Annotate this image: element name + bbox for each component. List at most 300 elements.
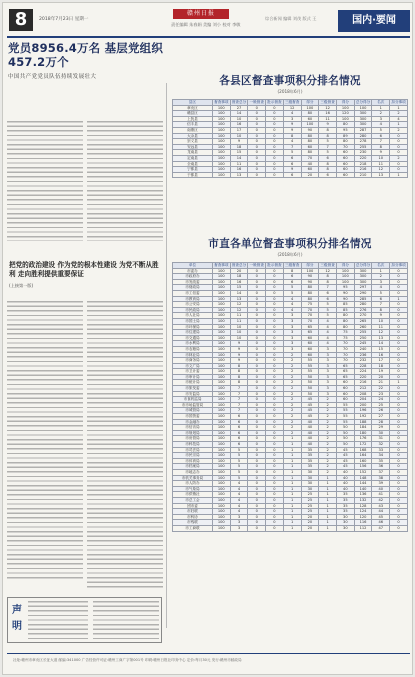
table-cell: 0	[248, 313, 266, 319]
table-cell: 100	[212, 116, 230, 122]
table-cell: 276	[354, 307, 372, 313]
table-cell: 38	[372, 475, 390, 481]
table-cell: 0	[390, 358, 408, 364]
table-cell: 2	[390, 111, 408, 117]
table-cell: 安远县	[173, 144, 213, 150]
table-cell: 9	[230, 341, 248, 347]
county-col-header: 得分	[336, 100, 354, 106]
table-cell: 100	[212, 150, 230, 156]
city-table-subtitle: (2018年6月)	[277, 252, 303, 257]
table-cell: 12	[372, 330, 390, 336]
city-col-header: 督查事项	[214, 263, 229, 267]
table-cell: 280	[354, 133, 372, 139]
table-cell: 65	[301, 324, 319, 330]
table-cell: 0	[266, 386, 284, 392]
table-cell: 宁都县	[173, 167, 213, 173]
table-cell: 95	[336, 127, 354, 133]
table-cell: 0	[390, 520, 408, 526]
table-cell: 42	[372, 497, 390, 503]
table-cell: 0	[266, 161, 284, 167]
table-cell: 80	[301, 290, 319, 296]
city-col-header: 三级督查	[320, 263, 335, 267]
table-cell: 60	[336, 155, 354, 161]
table-cell: 0	[390, 307, 408, 313]
lead-body-col-2	[87, 121, 163, 241]
table-cell: 0	[248, 318, 266, 324]
table-cell: 0	[248, 352, 266, 358]
table-cell: 65	[336, 369, 354, 375]
table-cell: 128	[354, 503, 372, 509]
table-cell: 大余县	[173, 133, 213, 139]
table-cell: 12	[230, 302, 248, 308]
table-cell: 0	[390, 436, 408, 442]
table-cell: 0	[248, 139, 266, 145]
table-cell: 70	[336, 352, 354, 358]
table-cell: 100	[212, 414, 230, 420]
table-cell: 崇义县	[173, 139, 213, 145]
table-cell: 0	[390, 469, 408, 475]
county-col-header: 督查总分	[231, 100, 247, 104]
table-cell: 0	[390, 414, 408, 420]
table-cell: 32	[372, 442, 390, 448]
table-cell: 188	[354, 419, 372, 425]
table-cell: 100	[212, 509, 230, 515]
table-cell: 33	[372, 447, 390, 453]
table-cell: 70	[301, 307, 319, 313]
table-cell: 3	[319, 391, 337, 397]
county-col-header: 批示督查	[267, 100, 282, 104]
table-cell: 10	[230, 116, 248, 122]
table-cell: 4	[230, 481, 248, 487]
table-cell: 0	[266, 155, 284, 161]
table-cell: 3	[319, 358, 337, 364]
table-cell: 1	[283, 497, 301, 503]
county-col-header: 一般督查	[249, 100, 264, 104]
table-cell: 112	[354, 525, 372, 531]
table-cell: 100	[212, 447, 230, 453]
table-cell: 8	[230, 380, 248, 386]
column-divider	[166, 83, 167, 628]
table-cell: 100	[212, 486, 230, 492]
table-cell: 0	[390, 442, 408, 448]
table-cell: 0	[266, 296, 284, 302]
table-cell: 100	[212, 122, 230, 128]
table-cell: 8	[319, 167, 337, 173]
table-cell: 0	[390, 302, 408, 308]
table-cell: 0	[266, 469, 284, 475]
table-cell: 市水利局	[173, 341, 213, 347]
table-cell: 204	[354, 397, 372, 403]
table-cell: 100	[212, 514, 230, 520]
table-cell: 0	[266, 346, 284, 352]
table-cell: 30	[301, 469, 319, 475]
table-cell: 75	[301, 302, 319, 308]
table-cell: 市教育局	[173, 296, 213, 302]
table-cell: 41	[372, 492, 390, 498]
table-cell: 市城管局	[173, 408, 213, 414]
city-table-title: 市直各单位督查事项积分排名情况	[208, 238, 372, 250]
page-number: 8	[9, 9, 33, 31]
table-cell: 6	[230, 436, 248, 442]
table-cell: 0	[248, 127, 266, 133]
table-cell: 0	[266, 285, 284, 291]
table-cell: 0	[266, 486, 284, 492]
table-cell: 0	[390, 374, 408, 380]
table-cell: 100	[212, 492, 230, 498]
table-cell: 0	[248, 458, 266, 464]
table-cell: 1	[390, 380, 408, 386]
table-cell: 100	[336, 274, 354, 280]
table-cell: 0	[266, 520, 284, 526]
table-cell: 0	[266, 430, 284, 436]
table-cell: 0	[266, 116, 284, 122]
table-cell: 1	[319, 475, 337, 481]
table-cell: 7	[372, 139, 390, 145]
table-cell: 196	[354, 408, 372, 414]
table-cell: 6	[230, 419, 248, 425]
county-col-header: 督查事项	[214, 100, 229, 104]
table-cell: 95	[336, 285, 354, 291]
table-cell: 市旅发委	[173, 386, 213, 392]
table-cell: 60	[301, 352, 319, 358]
table-cell: 0	[248, 324, 266, 330]
table-cell: 9	[230, 346, 248, 352]
table-cell: 0	[248, 330, 266, 336]
table-cell: 40	[336, 469, 354, 475]
table-cell: 14	[230, 155, 248, 161]
table-cell: 0	[266, 509, 284, 515]
table-cell: 100	[336, 105, 354, 111]
table-cell: 4	[319, 324, 337, 330]
table-cell: 0	[248, 525, 266, 531]
table-cell: 18	[372, 363, 390, 369]
table-cell: 0	[266, 268, 284, 274]
table-cell: 0	[248, 380, 266, 386]
table-cell: 市国资委	[173, 414, 213, 420]
table-cell: 4	[319, 318, 337, 324]
table-cell: 0	[248, 402, 266, 408]
table-cell: 1	[283, 509, 301, 515]
table-cell: 2	[283, 369, 301, 375]
table-cell: 2	[319, 464, 337, 470]
table-cell: 152	[354, 469, 372, 475]
city-col-header: 批示督查	[267, 263, 282, 267]
city-col-header: 一般督查	[249, 263, 264, 267]
table-cell: 1	[319, 486, 337, 492]
table-cell: 0	[266, 497, 284, 503]
table-cell: 0	[266, 402, 284, 408]
table-cell: 0	[248, 442, 266, 448]
table-cell: 赣县区	[173, 111, 213, 117]
table-cell: 4	[319, 330, 337, 336]
table-cell: 65	[336, 363, 354, 369]
table-cell: 60	[301, 335, 319, 341]
table-cell: 10	[372, 318, 390, 324]
table-cell: 89	[336, 133, 354, 139]
table-cell: 100	[212, 525, 230, 531]
table-cell: 0	[266, 274, 284, 280]
table-cell: 0	[248, 447, 266, 453]
table-cell: 0	[248, 274, 266, 280]
table-cell: 164	[354, 453, 372, 459]
table-cell: 0	[266, 464, 284, 470]
table-cell: 13	[230, 172, 248, 178]
table-cell: 60	[336, 167, 354, 173]
table-cell: 218	[354, 161, 372, 167]
table-cell: 3	[372, 116, 390, 122]
table-cell: 40	[336, 475, 354, 481]
table-cell: 36	[372, 464, 390, 470]
table-cell: 市规划局	[173, 430, 213, 436]
lead-article-head	[8, 41, 168, 80]
footer-info: 社址:赣州市章贡区长征大道 邮编:341000 广告经营许可证:赣州工商广字第001号 印刷:赣州日报社印务中心 定价:每月30元 发行:赣州市邮政局	[13, 658, 242, 662]
table-cell: 0	[248, 363, 266, 369]
table-cell: 2	[319, 453, 337, 459]
table-cell: 0	[248, 374, 266, 380]
table-cell: 287	[354, 127, 372, 133]
table-cell: 3	[372, 279, 390, 285]
table-cell: 5	[230, 453, 248, 459]
table-cell: 2	[390, 127, 408, 133]
table-cell: 1	[319, 481, 337, 487]
table-cell: 60	[301, 144, 319, 150]
table-cell: 5	[283, 150, 301, 156]
table-cell: 100	[212, 139, 230, 145]
table-cell: 0	[248, 133, 266, 139]
table-cell: 4	[230, 497, 248, 503]
table-cell: 0	[390, 447, 408, 453]
table-cell: 60	[336, 161, 354, 167]
table-cell: 30	[336, 520, 354, 526]
table-cell: 0	[248, 341, 266, 347]
table-cell: 7	[230, 408, 248, 414]
table-cell: 2	[283, 374, 301, 380]
table-cell: 40	[301, 436, 319, 442]
table-cell: 12	[372, 167, 390, 173]
table-cell: 14	[372, 341, 390, 347]
table-cell: 100	[336, 268, 354, 274]
table-cell: 50	[301, 391, 319, 397]
table-cell: 75	[336, 330, 354, 336]
table-cell: 8	[283, 133, 301, 139]
table-cell: 0	[390, 464, 408, 470]
county-table-body	[173, 105, 408, 178]
table-cell: 0	[390, 430, 408, 436]
table-cell: 0	[248, 391, 266, 397]
county-table-subtitle: (2018年6月)	[277, 89, 303, 94]
table-cell: 市人社局	[173, 313, 213, 319]
table-cell: 12	[283, 105, 301, 111]
table-cell: 220	[354, 155, 372, 161]
table-cell: 4	[390, 116, 408, 122]
table-cell: 市工信委	[173, 290, 213, 296]
table-cell: 80	[336, 313, 354, 319]
table-cell: 50	[336, 436, 354, 442]
table-cell: 11	[319, 116, 337, 122]
table-cell: 0	[248, 268, 266, 274]
table-cell: 0	[390, 402, 408, 408]
table-cell: 0	[248, 481, 266, 487]
table-cell: 16	[230, 279, 248, 285]
table-cell: 0	[266, 172, 284, 178]
table-cell: 45	[336, 453, 354, 459]
table-cell: 0	[390, 341, 408, 347]
table-cell: 100	[212, 307, 230, 313]
table-cell: 0	[248, 358, 266, 364]
table-cell: 0	[248, 520, 266, 526]
table-cell: 0	[390, 139, 408, 145]
table-cell: 40	[336, 486, 354, 492]
table-cell: 4	[230, 486, 248, 492]
table-cell: 4	[319, 335, 337, 341]
table-cell: 0	[248, 425, 266, 431]
table-cell: 40	[301, 430, 319, 436]
table-cell: 1	[283, 514, 301, 520]
table-cell: 55	[336, 414, 354, 420]
table-cell: 100	[212, 335, 230, 341]
county-table-title: 各县区督查事项积分排名情况	[219, 75, 361, 87]
table-cell: 100	[212, 341, 230, 347]
table-cell: 100	[212, 290, 230, 296]
table-cell: 7	[230, 386, 248, 392]
table-cell: 0	[266, 313, 284, 319]
table-cell: 2	[372, 274, 390, 280]
table-cell: 70	[336, 346, 354, 352]
table-cell: 0	[266, 442, 284, 448]
table-cell: 20	[301, 172, 319, 178]
table-cell: 45	[336, 447, 354, 453]
table-cell: 0	[390, 386, 408, 392]
table-cell: 0	[266, 352, 284, 358]
table-cell: 1	[283, 492, 301, 498]
table-cell: 100	[212, 144, 230, 150]
table-cell: 3	[319, 369, 337, 375]
table-cell: 4	[283, 296, 301, 302]
table-cell: 45	[372, 514, 390, 520]
table-cell: 0	[248, 161, 266, 167]
table-cell: 市司法局	[173, 447, 213, 453]
table-cell: 100	[212, 425, 230, 431]
table-cell: 80	[336, 324, 354, 330]
table-cell: 100	[212, 296, 230, 302]
table-cell: 0	[266, 397, 284, 403]
table-cell: 0	[390, 425, 408, 431]
table-cell: 30	[336, 525, 354, 531]
table-cell: 4	[283, 302, 301, 308]
table-cell: 6	[319, 172, 337, 178]
table-cell: 市卫计委	[173, 369, 213, 375]
notice-box	[7, 597, 162, 643]
table-cell: 50	[301, 386, 319, 392]
table-cell: 0	[248, 386, 266, 392]
table-cell: 0	[390, 363, 408, 369]
table-cell: 297	[354, 285, 372, 291]
table-cell: 6	[230, 425, 248, 431]
table-cell: 0	[266, 514, 284, 520]
table-cell: 4	[283, 307, 301, 313]
table-cell: 80	[301, 139, 319, 145]
editor-credits: 责任编辑 朱春娟 美编 刘小 校对 李敏	[171, 22, 241, 27]
table-cell: 0	[266, 436, 284, 442]
table-cell: 25	[301, 503, 319, 509]
table-cell: 216	[354, 167, 372, 173]
table-cell: 市供销社	[173, 492, 213, 498]
table-cell: 0	[266, 133, 284, 139]
table-cell: 100	[212, 436, 230, 442]
table-cell: 0	[266, 391, 284, 397]
table-cell: 市市场监管局	[173, 402, 213, 408]
table-cell: 265	[354, 318, 372, 324]
header-rule	[7, 36, 410, 38]
table-cell: 60	[301, 167, 319, 173]
table-cell: 2	[283, 363, 301, 369]
table-cell: 100	[212, 469, 230, 475]
table-cell: 120	[336, 111, 354, 117]
page-footer	[7, 653, 410, 671]
second-body-col-2	[87, 301, 163, 591]
table-cell: 4	[230, 503, 248, 509]
table-cell: 市科技局	[173, 442, 213, 448]
table-cell: 0	[390, 514, 408, 520]
table-cell: 100	[212, 358, 230, 364]
table-cell: 70	[336, 358, 354, 364]
table-cell: 168	[354, 447, 372, 453]
table-cell: 156	[354, 464, 372, 470]
table-cell: 市民政局	[173, 307, 213, 313]
table-cell: 35	[301, 447, 319, 453]
table-cell: 85	[336, 307, 354, 313]
table-cell: 285	[354, 296, 372, 302]
table-cell: 2	[283, 425, 301, 431]
table-cell: 2	[372, 111, 390, 117]
table-cell: 100	[212, 172, 230, 178]
table-cell: 团市委	[173, 503, 213, 509]
table-cell: 0	[390, 475, 408, 481]
city-col-header: 名次	[372, 263, 390, 269]
newspaper-page	[2, 2, 413, 675]
table-cell: 0	[266, 503, 284, 509]
table-cell: 3	[319, 374, 337, 380]
table-cell: 100	[212, 313, 230, 319]
table-cell: 40	[301, 419, 319, 425]
table-cell: 9	[283, 122, 301, 128]
table-cell: 1	[283, 469, 301, 475]
table-cell: 0	[266, 419, 284, 425]
table-cell: 4	[372, 122, 390, 128]
table-cell: 2	[283, 358, 301, 364]
table-cell: 245	[354, 341, 372, 347]
table-cell: 1	[390, 172, 408, 178]
table-cell: 27	[230, 105, 248, 111]
table-cell: 216	[354, 380, 372, 386]
table-cell: 5	[372, 290, 390, 296]
table-cell: 100	[212, 497, 230, 503]
table-cell: 2	[283, 391, 301, 397]
table-cell: 13	[372, 335, 390, 341]
table-cell: 100	[212, 380, 230, 386]
table-cell: 市环保局	[173, 324, 213, 330]
table-cell: 市人防办	[173, 481, 213, 487]
table-cell: 5	[230, 469, 248, 475]
table-cell: 100	[212, 458, 230, 464]
table-cell: 0	[248, 335, 266, 341]
table-cell: 31	[372, 436, 390, 442]
table-cell: 0	[266, 525, 284, 531]
table-cell: 0	[390, 330, 408, 336]
table-cell: 100	[212, 419, 230, 425]
table-cell: 11	[230, 313, 248, 319]
table-cell: 0	[248, 144, 266, 150]
